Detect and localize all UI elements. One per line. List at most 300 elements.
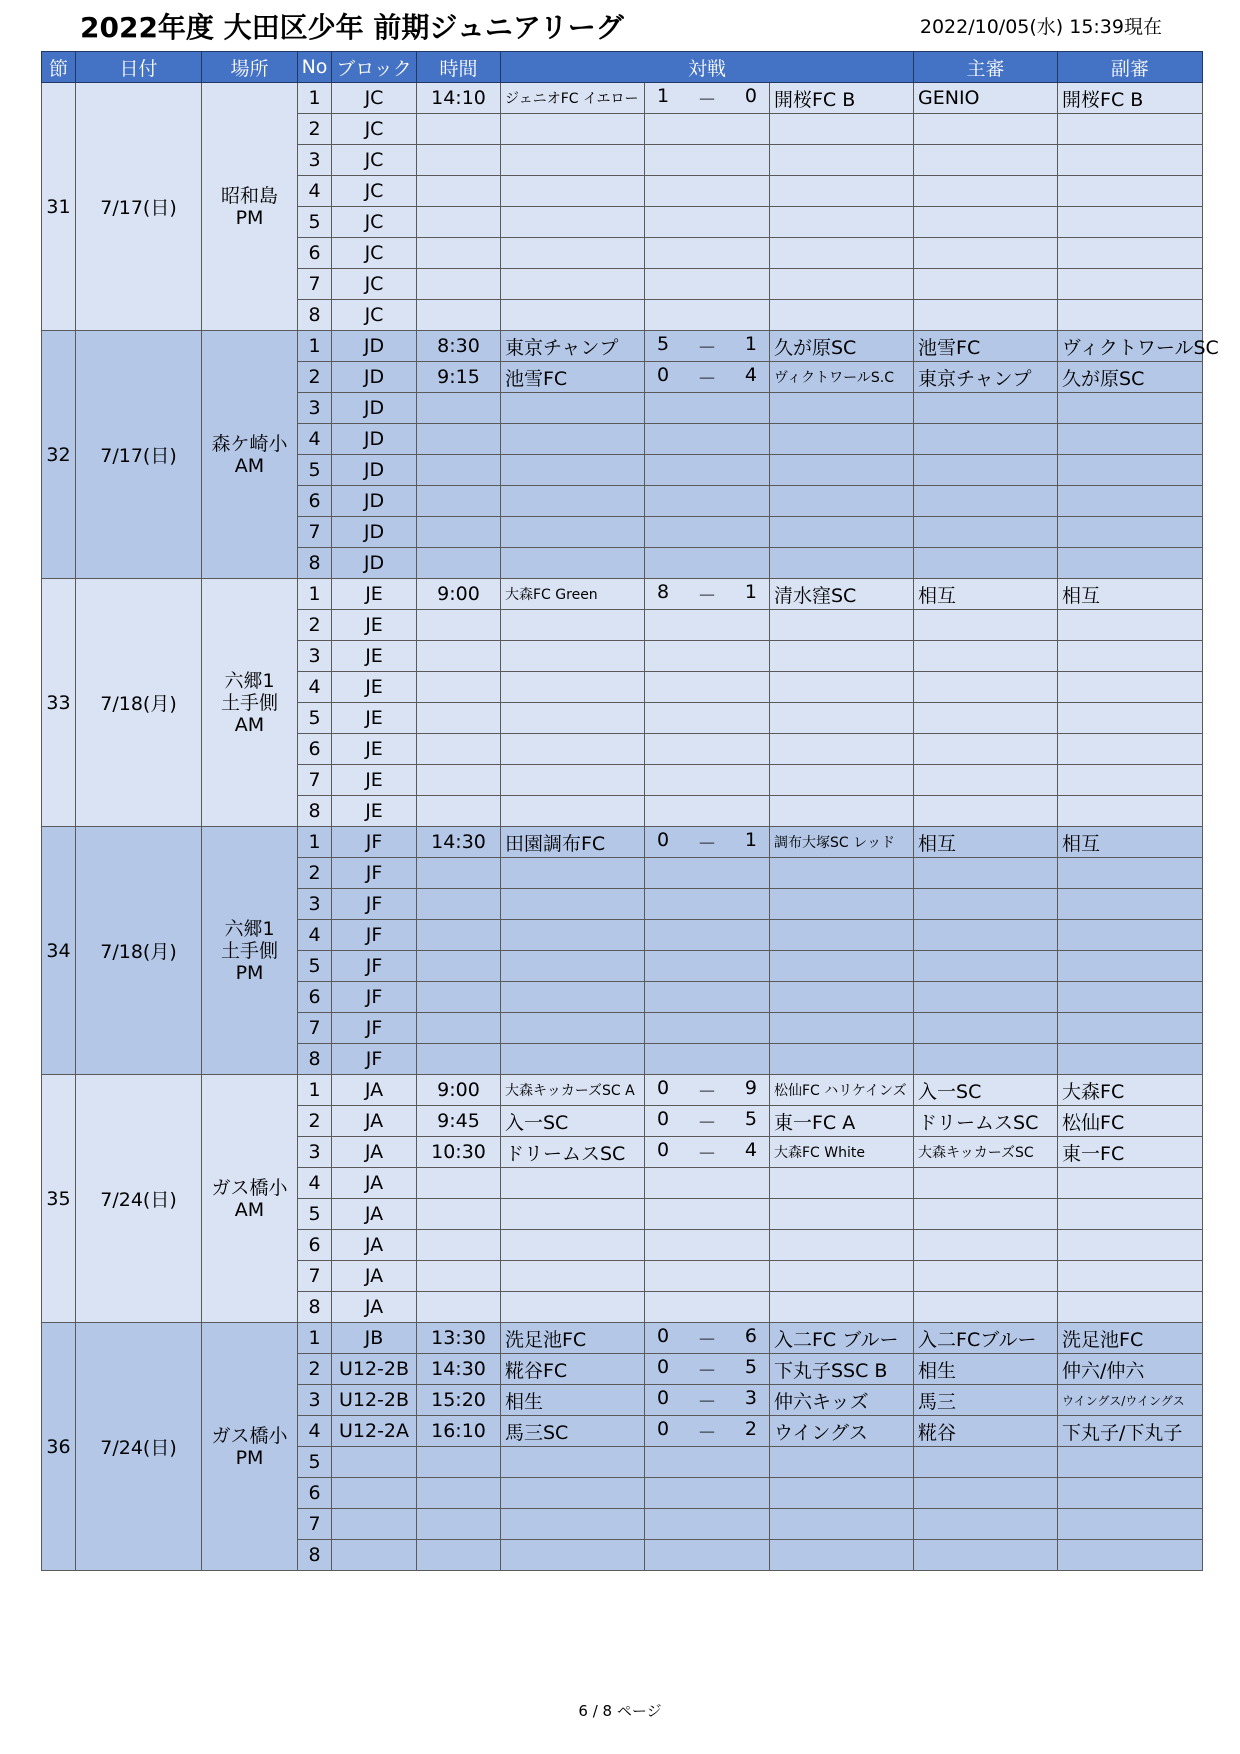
time-cell [417, 1292, 501, 1323]
venue-line: PM [235, 1446, 264, 1469]
score-cell [645, 1416, 770, 1447]
home-team-cell [501, 672, 645, 703]
score-cell [645, 951, 770, 982]
assistant-referee-cell: 相互 [1058, 827, 1203, 858]
time-cell [417, 1261, 501, 1292]
referee-cell [914, 517, 1058, 548]
time-cell [417, 1540, 501, 1571]
setsu-cell: 36 [42, 1323, 76, 1571]
assistant-referee-cell: 大森FC [1058, 1075, 1203, 1106]
assistant-referee-cell [1058, 641, 1203, 672]
score-cell [645, 1044, 770, 1075]
no-cell: 4 [298, 672, 332, 703]
home-team-cell [501, 207, 645, 238]
home-team-cell: 相生 [501, 1385, 645, 1416]
time-cell [417, 734, 501, 765]
referee-cell: 池雪FC [914, 331, 1058, 362]
score-dash: － [697, 88, 717, 111]
no-cell: 3 [298, 393, 332, 424]
assistant-referee-cell [1058, 920, 1203, 951]
time-cell: 14:10 [417, 83, 501, 114]
referee-cell [914, 548, 1058, 579]
away-team-cell: ヴィクトワールS.C [770, 362, 914, 393]
away-team-cell: 開桜FC B [770, 83, 914, 114]
home-team-cell [501, 393, 645, 424]
away-team-cell [770, 176, 914, 207]
away-team-cell [770, 145, 914, 176]
score-cell [645, 1075, 770, 1106]
referee-cell [914, 238, 1058, 269]
score-cell [645, 455, 770, 486]
referee-cell [914, 1292, 1058, 1323]
col-header-referee: 主審 [914, 52, 1058, 83]
score-cell [645, 920, 770, 951]
assistant-referee-cell: 仲六/仲六 [1058, 1354, 1203, 1385]
page-title: 2022年度 大田区少年 前期ジュニアリーグ [80, 11, 624, 44]
block-cell: JF [332, 982, 417, 1013]
schedule-table [41, 51, 1219, 1571]
time-cell [417, 145, 501, 176]
time-cell: 15:20 [417, 1385, 501, 1416]
time-cell: 16:10 [417, 1416, 501, 1447]
home-team-cell [501, 1509, 645, 1540]
table-row [42, 331, 1203, 362]
home-team-cell [501, 1168, 645, 1199]
home-score: 0 [657, 363, 670, 386]
no-cell: 3 [298, 889, 332, 920]
home-team-cell: 洗足池FC [501, 1323, 645, 1354]
no-cell: 1 [298, 1075, 332, 1106]
away-team-cell [770, 455, 914, 486]
home-team-cell [501, 858, 645, 889]
referee-cell: GENIO [914, 83, 1058, 114]
no-cell: 4 [298, 424, 332, 455]
score-cell [645, 145, 770, 176]
score-cell [645, 83, 770, 114]
assistant-referee-cell: 松仙FC [1058, 1106, 1203, 1137]
venue-cell [202, 331, 298, 579]
away-team-cell [770, 1044, 914, 1075]
venue-line: AM [234, 713, 265, 736]
referee-cell [914, 486, 1058, 517]
score-cell [645, 331, 770, 362]
score-dash: － [697, 367, 717, 390]
assistant-referee-cell [1058, 1044, 1203, 1075]
assistant-referee-cell: 開桜FC B [1058, 83, 1203, 114]
no-cell: 1 [298, 331, 332, 362]
away-team-cell [770, 1168, 914, 1199]
home-score: 0 [657, 1138, 670, 1161]
venue-line: 昭和島 [220, 184, 278, 207]
referee-cell [914, 951, 1058, 982]
assistant-referee-cell [1058, 1447, 1203, 1478]
assistant-referee-cell [1058, 1292, 1203, 1323]
setsu-cell: 34 [42, 827, 76, 1075]
score-cell [645, 1323, 770, 1354]
assistant-referee-cell [1058, 455, 1203, 486]
block-cell: JA [332, 1168, 417, 1199]
time-cell [417, 176, 501, 207]
no-cell: 2 [298, 114, 332, 145]
col-header-match: 対戦 [501, 52, 914, 83]
score-cell [645, 1230, 770, 1261]
score-cell [645, 796, 770, 827]
venue-cell [202, 1075, 298, 1323]
col-header-venue: 場所 [202, 52, 298, 83]
referee-cell: 東京チャンプ [914, 362, 1058, 393]
col-header-date: 日付 [76, 52, 202, 83]
block-cell: JF [332, 889, 417, 920]
venue-line: PM [235, 961, 264, 984]
assistant-referee-cell [1058, 1261, 1203, 1292]
home-team-cell [501, 1044, 645, 1075]
score-cell [645, 1199, 770, 1230]
assistant-referee-cell [1058, 1230, 1203, 1261]
time-cell [417, 610, 501, 641]
assistant-referee-cell: ヴィクトワールSC [1058, 331, 1203, 362]
no-cell: 8 [298, 548, 332, 579]
time-cell [417, 548, 501, 579]
referee-cell [914, 858, 1058, 889]
home-team-cell [501, 114, 645, 145]
block-cell: JE [332, 703, 417, 734]
away-team-cell [770, 1230, 914, 1261]
away-team-cell [770, 486, 914, 517]
block-cell: JF [332, 1013, 417, 1044]
no-cell: 3 [298, 641, 332, 672]
home-team-cell [501, 548, 645, 579]
no-cell: 6 [298, 238, 332, 269]
assistant-referee-cell [1058, 858, 1203, 889]
assistant-referee-cell [1058, 982, 1203, 1013]
assistant-referee-cell [1058, 486, 1203, 517]
away-team-cell [770, 1447, 914, 1478]
block-cell: JD [332, 548, 417, 579]
assistant-referee-cell [1058, 207, 1203, 238]
date-cell: 7/24(日) [76, 1075, 202, 1323]
score-box [657, 581, 757, 608]
date-cell: 7/17(日) [76, 331, 202, 579]
no-cell: 7 [298, 1261, 332, 1292]
assistant-referee-cell [1058, 672, 1203, 703]
away-team-cell [770, 858, 914, 889]
score-dash: － [697, 584, 717, 607]
away-team-cell: 下丸子SSC B [770, 1354, 914, 1385]
block-cell: U12-2B [332, 1385, 417, 1416]
away-score: 9 [744, 1076, 757, 1099]
venue-line: 土手側 [220, 691, 278, 714]
referee-cell [914, 734, 1058, 765]
block-cell: JB [332, 1323, 417, 1354]
home-team-cell [501, 1292, 645, 1323]
score-box [657, 829, 757, 856]
referee-cell: 大森キッカーズSC [914, 1137, 1058, 1168]
no-cell: 4 [298, 176, 332, 207]
block-cell: JA [332, 1230, 417, 1261]
referee-cell: 馬三 [914, 1385, 1058, 1416]
home-team-cell: 池雪FC [501, 362, 645, 393]
home-score: 0 [657, 1417, 670, 1440]
away-team-cell [770, 269, 914, 300]
time-cell [417, 455, 501, 486]
no-cell: 1 [298, 1323, 332, 1354]
score-box [657, 1418, 757, 1445]
home-team-cell: ドリームスSC [501, 1137, 645, 1168]
home-score: 5 [657, 332, 670, 355]
assistant-referee-cell [1058, 889, 1203, 920]
away-score: 2 [744, 1417, 757, 1440]
away-team-cell [770, 393, 914, 424]
venue-cell [202, 579, 298, 827]
away-team-cell [770, 889, 914, 920]
score-dash: － [697, 1142, 717, 1165]
score-cell [645, 982, 770, 1013]
time-cell [417, 1044, 501, 1075]
away-team-cell [770, 1540, 914, 1571]
no-cell: 1 [298, 83, 332, 114]
home-team-cell: 入一SC [501, 1106, 645, 1137]
score-cell [645, 1540, 770, 1571]
date-cell: 7/24(日) [76, 1323, 202, 1571]
home-team-cell [501, 1013, 645, 1044]
score-cell [645, 393, 770, 424]
home-team-cell [501, 982, 645, 1013]
score-cell [645, 1261, 770, 1292]
referee-cell [914, 1509, 1058, 1540]
score-box [657, 364, 757, 391]
no-cell: 6 [298, 486, 332, 517]
assistant-referee-cell [1058, 765, 1203, 796]
no-cell: 6 [298, 734, 332, 765]
time-cell: 9:15 [417, 362, 501, 393]
block-cell [332, 1447, 417, 1478]
away-team-cell [770, 703, 914, 734]
schedule-body [42, 83, 1219, 1571]
home-team-cell [501, 145, 645, 176]
time-cell: 14:30 [417, 1354, 501, 1385]
block-cell: JD [332, 517, 417, 548]
home-team-cell [501, 734, 645, 765]
time-cell [417, 1013, 501, 1044]
score-dash: － [697, 1390, 717, 1413]
away-team-cell: 東一FC A [770, 1106, 914, 1137]
away-team-cell [770, 1478, 914, 1509]
no-cell: 8 [298, 1044, 332, 1075]
time-cell [417, 114, 501, 145]
score-box [657, 85, 757, 112]
score-cell [645, 765, 770, 796]
score-cell [645, 1509, 770, 1540]
no-cell: 7 [298, 765, 332, 796]
referee-cell [914, 1168, 1058, 1199]
home-team-cell [501, 238, 645, 269]
block-cell: JC [332, 207, 417, 238]
block-cell: JF [332, 858, 417, 889]
home-team-cell [501, 455, 645, 486]
referee-cell [914, 424, 1058, 455]
home-team-cell [501, 1230, 645, 1261]
block-cell: JA [332, 1292, 417, 1323]
referee-cell [914, 765, 1058, 796]
block-cell [332, 1509, 417, 1540]
assistant-referee-cell [1058, 269, 1203, 300]
score-cell [645, 858, 770, 889]
assistant-referee-cell [1058, 1509, 1203, 1540]
block-cell: JE [332, 765, 417, 796]
score-dash: － [697, 1328, 717, 1351]
score-dash: － [697, 336, 717, 359]
score-cell [645, 486, 770, 517]
referee-cell [914, 455, 1058, 486]
venue-cell [202, 1323, 298, 1571]
block-cell: JC [332, 114, 417, 145]
away-team-cell [770, 517, 914, 548]
setsu-cell: 31 [42, 83, 76, 331]
block-cell: JF [332, 920, 417, 951]
home-team-cell [501, 1540, 645, 1571]
venue-line: 土手側 [220, 939, 278, 962]
header-row [42, 52, 1203, 83]
no-cell: 2 [298, 1354, 332, 1385]
block-cell: JA [332, 1137, 417, 1168]
assistant-referee-cell: 洗足池FC [1058, 1323, 1203, 1354]
assistant-referee-cell: 東一FC [1058, 1137, 1203, 1168]
date-cell: 7/18(月) [76, 579, 202, 827]
away-team-cell: 大森FC White [770, 1137, 914, 1168]
score-dash: － [697, 832, 717, 855]
score-dash: － [697, 1359, 717, 1382]
away-team-cell [770, 1292, 914, 1323]
time-cell [417, 765, 501, 796]
block-cell: JC [332, 176, 417, 207]
referee-cell: 相互 [914, 579, 1058, 610]
score-cell [645, 238, 770, 269]
home-team-cell [501, 641, 645, 672]
away-team-cell: 松仙FC ハリケインズ [770, 1075, 914, 1106]
home-team-cell [501, 424, 645, 455]
score-cell [645, 1478, 770, 1509]
score-cell [645, 424, 770, 455]
away-team-cell: 入二FC ブルー [770, 1323, 914, 1354]
home-team-cell [501, 176, 645, 207]
score-cell [645, 1354, 770, 1385]
time-cell: 13:30 [417, 1323, 501, 1354]
home-team-cell [501, 1447, 645, 1478]
block-cell: JC [332, 83, 417, 114]
referee-cell [914, 1261, 1058, 1292]
time-cell: 10:30 [417, 1137, 501, 1168]
no-cell: 8 [298, 1540, 332, 1571]
time-cell [417, 1230, 501, 1261]
page-footer: 6 / 8 ページ [578, 1702, 662, 1720]
referee-cell [914, 1478, 1058, 1509]
no-cell: 5 [298, 1199, 332, 1230]
time-cell [417, 920, 501, 951]
referee-cell [914, 207, 1058, 238]
home-score: 1 [657, 84, 670, 107]
block-cell: JE [332, 672, 417, 703]
referee-cell [914, 393, 1058, 424]
score-dash: － [697, 1421, 717, 1444]
score-dash: － [697, 1111, 717, 1134]
block-cell: JD [332, 455, 417, 486]
referee-cell [914, 1540, 1058, 1571]
away-team-cell [770, 548, 914, 579]
time-cell [417, 889, 501, 920]
score-cell [645, 176, 770, 207]
setsu-cell: 33 [42, 579, 76, 827]
no-cell: 3 [298, 1137, 332, 1168]
block-cell: JF [332, 827, 417, 858]
score-cell [645, 362, 770, 393]
away-score: 5 [744, 1355, 757, 1378]
block-cell: JE [332, 734, 417, 765]
referee-cell [914, 1013, 1058, 1044]
time-cell [417, 486, 501, 517]
away-score: 5 [744, 1107, 757, 1130]
home-team-cell [501, 796, 645, 827]
assistant-referee-cell: ウイングス/ウイングス [1058, 1385, 1203, 1416]
referee-cell [914, 1044, 1058, 1075]
time-cell [417, 207, 501, 238]
referee-cell: 相生 [914, 1354, 1058, 1385]
referee-cell [914, 610, 1058, 641]
score-box [657, 333, 757, 360]
venue-line: 森ケ崎小 [211, 432, 288, 455]
assistant-referee-cell [1058, 517, 1203, 548]
block-cell [332, 1540, 417, 1571]
score-cell [645, 672, 770, 703]
away-score: 6 [744, 1324, 757, 1347]
no-cell: 7 [298, 517, 332, 548]
referee-cell [914, 796, 1058, 827]
assistant-referee-cell: 下丸子/下丸子 [1058, 1416, 1203, 1447]
time-cell: 14:30 [417, 827, 501, 858]
time-cell [417, 517, 501, 548]
no-cell: 6 [298, 1478, 332, 1509]
score-cell [645, 703, 770, 734]
no-cell: 3 [298, 1385, 332, 1416]
block-cell: JD [332, 331, 417, 362]
block-cell: U12-2B [332, 1354, 417, 1385]
referee-cell: ドリームスSC [914, 1106, 1058, 1137]
no-cell: 5 [298, 951, 332, 982]
score-box [657, 1077, 757, 1104]
no-cell: 2 [298, 362, 332, 393]
home-team-cell [501, 517, 645, 548]
assistant-referee-cell [1058, 951, 1203, 982]
score-cell [645, 610, 770, 641]
time-cell [417, 858, 501, 889]
away-team-cell [770, 610, 914, 641]
table-row [42, 83, 1203, 114]
score-cell [645, 207, 770, 238]
home-team-cell [501, 1478, 645, 1509]
table-row [42, 1075, 1203, 1106]
assistant-referee-cell [1058, 176, 1203, 207]
score-cell [645, 300, 770, 331]
away-score: 1 [744, 580, 757, 603]
away-team-cell [770, 641, 914, 672]
home-score: 0 [657, 828, 670, 851]
referee-cell [914, 889, 1058, 920]
time-cell [417, 1478, 501, 1509]
time-cell [417, 672, 501, 703]
away-team-cell [770, 920, 914, 951]
time-cell [417, 1199, 501, 1230]
block-cell: JD [332, 486, 417, 517]
time-cell: 9:00 [417, 579, 501, 610]
